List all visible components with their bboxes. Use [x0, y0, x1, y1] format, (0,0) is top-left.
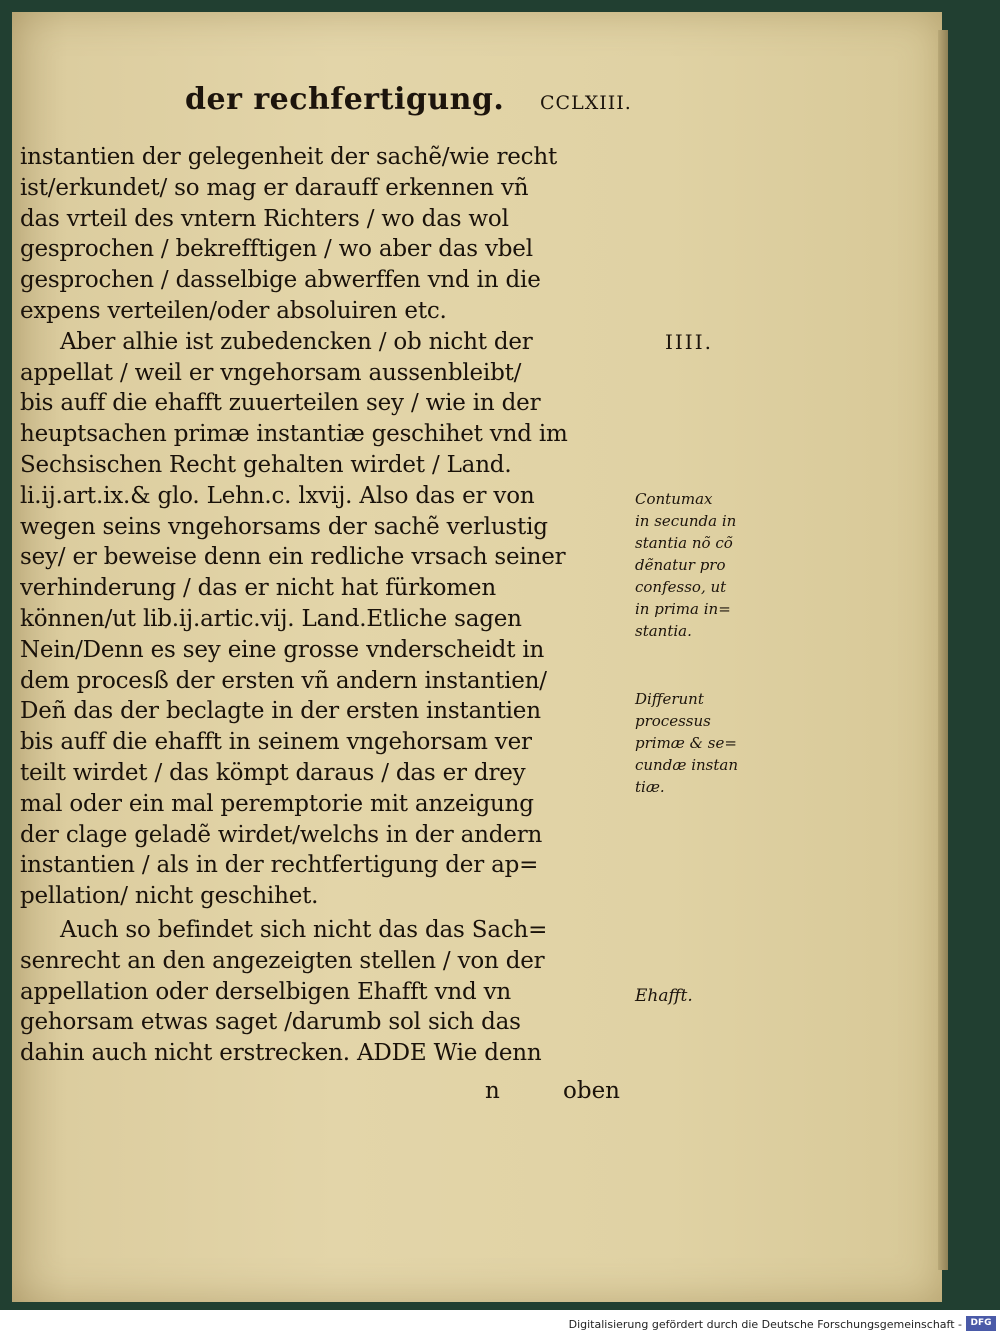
- text-line: expens verteilen/oder absoluiren etc.: [20, 297, 447, 324]
- catchwords: [485, 1078, 635, 1108]
- margin-note-differunt: [635, 688, 770, 798]
- margin-line: Contumax: [635, 490, 713, 508]
- margin-line: processus: [635, 712, 711, 730]
- signature-mark: n: [485, 1078, 500, 1104]
- dfg-logo-icon[interactable]: DFG: [966, 1316, 996, 1331]
- text-line: heuptsachen primæ instantiæ geschihet vnd im: [20, 421, 568, 448]
- text-line: gesprochen / dasselbige abwerffen vnd in die: [20, 267, 541, 294]
- margin-line: Differunt: [635, 690, 704, 708]
- text-line: Sechsischen Recht gehalten wirdet / Land.: [20, 451, 512, 478]
- text-line: das vrteil des vntern Richters / wo das wol: [20, 205, 509, 232]
- margin-line: tiæ.: [635, 778, 665, 796]
- text-line: sey/ er beweise denn ein redliche vrsach seiner: [20, 544, 566, 571]
- margin-line: confesso, ut: [635, 578, 727, 596]
- text-line: teilt wirdet / das kömpt daraus / das er drey: [20, 759, 526, 786]
- footer-credit: Digitalisierung gefördert durch die Deutsche Forschungsgemeinschaft -: [568, 1318, 962, 1331]
- text-line: pellation/ nicht geschihet.: [20, 883, 319, 910]
- text-line: ist/erkundet/ so mag er darauff erkennen vñ: [20, 174, 529, 201]
- text-line: Deñ das der beclagte in der ersten instantien: [20, 698, 541, 725]
- catchword: oben: [563, 1078, 620, 1104]
- text-line: dahin auch nicht erstrecken. ADDE Wie denn: [20, 1040, 542, 1067]
- text-line: der clage geladẽ wirdet/welchs in der andern: [20, 821, 543, 848]
- text-line: gesprochen / bekrefftigen / wo aber das vbel: [20, 236, 533, 263]
- text-line: senrecht an den angezeigten stellen / von der: [20, 947, 545, 974]
- margin-line: stantia nõ cõ: [635, 534, 733, 552]
- body-text: [20, 142, 635, 1069]
- running-title: der rechfertigung.: [185, 82, 505, 117]
- folio-number: CCLXIII.: [540, 92, 632, 114]
- text-line: verhinderung / das er nicht hat fürkomen: [20, 575, 496, 602]
- margin-line: stantia.: [635, 622, 692, 640]
- margin-line: cundæ instan: [635, 756, 738, 774]
- margin-section-number: IIII.: [665, 330, 713, 354]
- text-line: bis auff die ehafft zuuerteilen sey / wie in der: [20, 390, 541, 417]
- margin-note-ehafft: Ehafft.: [635, 986, 693, 1006]
- text-line: Nein/Denn es sey eine grosse vnderscheidt in: [20, 636, 545, 663]
- text-line: instantien der gelegenheit der sachẽ/wie recht: [20, 144, 558, 170]
- text-line: wegen seins vngehorsams der sachẽ verlustig: [20, 513, 548, 540]
- text-line: Aber alhie ist zubedencken / ob nicht der: [60, 328, 533, 355]
- margin-line: in prima in=: [635, 600, 731, 618]
- text-line: gehorsam etwas saget /darumb sol sich das: [20, 1009, 521, 1036]
- text-line: mal oder ein mal peremptorie mit anzeigung: [20, 790, 534, 817]
- text-line: appellat / weil er vngehorsam aussenbleibt/: [20, 359, 522, 386]
- footer-bar: [0, 1310, 1000, 1338]
- text-line: Auch so befindet sich nicht das das Sach=: [60, 916, 548, 943]
- text-line: instantien / als in der rechtfertigung der ap=: [20, 852, 539, 879]
- text-line: können/ut lib.ij.artic.vij. Land.Etliche sagen: [20, 605, 522, 632]
- margin-note-contumax: [635, 488, 770, 642]
- margin-line: primæ & se=: [635, 734, 737, 752]
- text-line: dem procesß der ersten vñ andern instantien/: [20, 667, 547, 694]
- page-header: [185, 82, 645, 132]
- margin-line: in secunda in: [635, 512, 737, 530]
- text-line: bis auff die ehafft in seinem vngehorsam ver: [20, 729, 532, 756]
- text-line: appellation oder derselbigen Ehafft vnd vn: [20, 978, 512, 1005]
- margin-line: dẽnatur pro: [635, 556, 726, 574]
- page-edge: [938, 30, 948, 1270]
- text-line: li.ij.art.ix.& glo. Lehn.c. lxvij. Also das er von: [20, 482, 535, 509]
